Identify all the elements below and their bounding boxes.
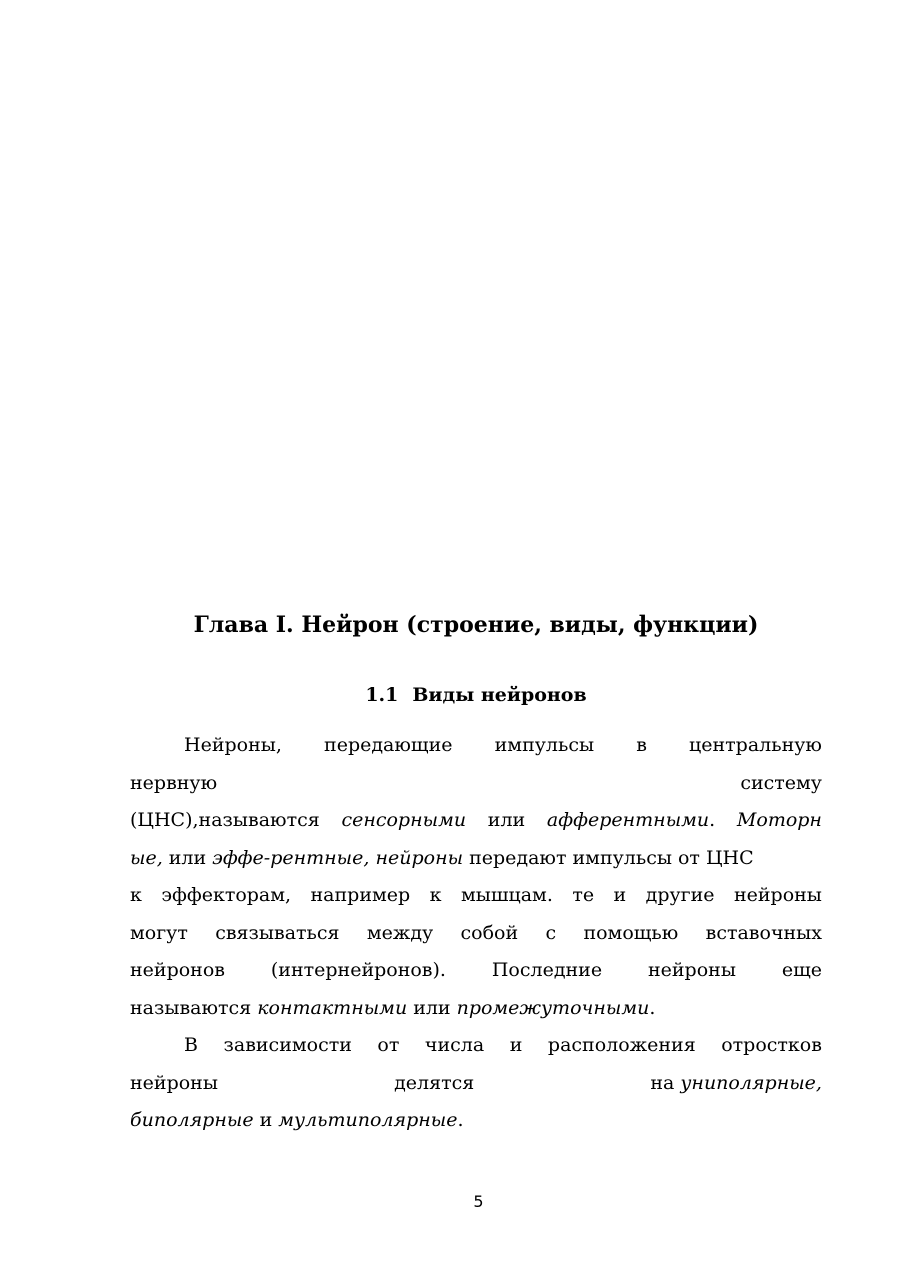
paragraph-1-line-5 [130,877,822,915]
word: связываться [215,921,340,944]
word: еще [781,959,822,981]
paragraph-1-line-7 [130,952,822,990]
word: нейроны [130,1071,218,1094]
paragraph-1-line-4 [130,840,822,878]
text-fragment: или [487,809,526,831]
word: нейроны [733,884,822,906]
text-fragment: (ЦНС),называются [130,809,320,831]
word: на [650,1071,675,1094]
paragraph-1-line-3 [130,802,822,840]
paragraph-2-line-2 [130,1065,822,1103]
word: в [636,734,647,756]
word: те [572,884,595,906]
word: и [509,1034,523,1056]
italic-term-multipolar: мультиполярные [278,1109,458,1131]
word: зависимости [223,1034,352,1056]
text-fragment: . [457,1109,464,1131]
section-number: 1.1 [365,684,399,706]
paragraph-1-line-8 [130,990,822,1028]
italic-term-afferent: афферентными [546,809,710,831]
word: Нейроны, [184,734,282,756]
italic-term-efferent: эффе-рентные, нейроны [212,846,464,869]
italic-term-intermediate: промежуточными [456,996,650,1019]
word: (интернейронов). [270,959,446,981]
word: центральную [689,734,822,756]
italic-term-sensory: сенсорными [341,809,467,831]
text-fragment: называются [130,996,252,1019]
word: Последние [491,959,603,981]
word: от [377,1034,400,1056]
text-fragment: или [168,846,207,869]
paragraph-1-line-2 [130,765,822,803]
italic-term-motor-end: ые, [130,846,163,869]
italic-term-motor-part: Моторн [736,809,822,831]
italic-term-bipolar: биполярные [130,1109,254,1131]
word: мышцам. [460,884,553,906]
word: систему [740,771,822,794]
word: к [429,884,442,906]
word: нейронов [130,959,225,981]
word: к [130,884,142,906]
word: числа [424,1034,485,1056]
word: и [613,884,627,906]
text-fragment: . [709,809,716,831]
italic-term-contact: контактными [257,996,408,1019]
word: импульсы [494,734,595,756]
word: В [184,1034,198,1056]
section-title: Виды нейронов [412,684,587,706]
paragraph-1-line-6 [130,915,822,953]
word: делятся [394,1071,475,1094]
section-heading [0,680,910,710]
word: например [310,884,411,906]
word: собой [460,921,519,944]
word: другие [645,884,715,906]
paragraph-2-line-1 [130,1027,822,1065]
word: вставочных [705,921,822,944]
word: с [545,921,557,944]
text-fragment: . [649,996,656,1019]
paragraph-1-line-1 [130,727,822,765]
chapter-title: Глава I. Нейрон (строение, виды, функции) [193,612,759,638]
word: нервную [130,771,218,794]
word: эффекторам, [161,884,292,906]
page-number: 5 [473,1192,484,1211]
text-fragment: и [259,1109,273,1131]
text-fragment: передают импульсы от ЦНС [469,846,754,869]
word: отростков [721,1034,822,1056]
italic-term-unipolar: униполярные, [680,1071,822,1094]
word: между [366,921,434,944]
body-text [130,727,822,1140]
paragraph-2-line-3 [130,1102,822,1140]
word: нейроны [647,959,736,981]
text-fragment: или [413,996,451,1019]
word: могут [130,921,188,944]
word: передающие [324,734,453,756]
word: помощью [583,921,679,944]
word: расположения [547,1034,696,1056]
